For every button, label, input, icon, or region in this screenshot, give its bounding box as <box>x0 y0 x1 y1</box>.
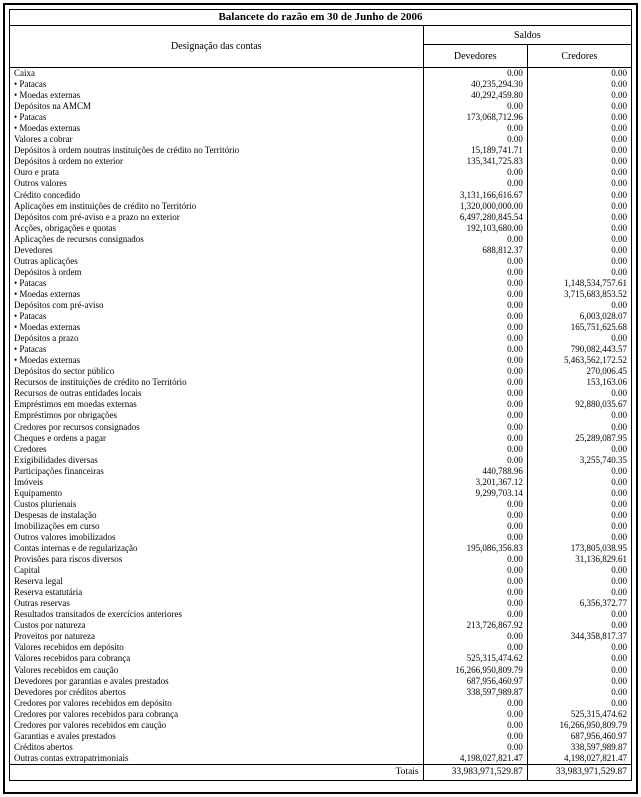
table-row <box>10 477 632 488</box>
table-row <box>10 521 632 532</box>
table-row <box>10 687 632 698</box>
devedores-value: 0.00 <box>423 410 527 421</box>
table-row <box>10 388 632 399</box>
table-row <box>10 178 632 189</box>
table-row <box>10 245 632 256</box>
table-row <box>10 289 632 300</box>
credores-value: 270,006.45 <box>527 366 631 377</box>
balance-table <box>9 25 632 781</box>
table-row <box>10 609 632 620</box>
account-name: Devedores por créditos abertos <box>10 687 424 698</box>
devedores-value: 0.00 <box>423 256 527 267</box>
devedores-value: 0.00 <box>423 532 527 543</box>
account-name: • Moedas externas <box>10 355 424 366</box>
credores-value: 0.00 <box>527 499 631 510</box>
devedores-value: 0.00 <box>423 267 527 278</box>
account-name: • Patacas <box>10 112 424 123</box>
account-name: Despesas de instalação <box>10 510 424 521</box>
table-row <box>10 344 632 355</box>
table-row <box>10 223 632 234</box>
account-name: Garantias e avales prestados <box>10 731 424 742</box>
credores-value: 0.00 <box>527 609 631 620</box>
table-row <box>10 366 632 377</box>
table-row <box>10 631 632 642</box>
account-name: Recursos de instituições de crédito no Território <box>10 377 424 388</box>
account-name: • Patacas <box>10 344 424 355</box>
credores-value: 0.00 <box>527 422 631 433</box>
devedores-value: 1,320,000,000.00 <box>423 201 527 212</box>
devedores-value: 16,266,950,809.79 <box>423 665 527 676</box>
table-row <box>10 355 632 366</box>
credores-value: 0.00 <box>527 466 631 477</box>
table-row <box>10 742 632 753</box>
account-name: Recursos de outras entidades locais <box>10 388 424 399</box>
account-name: Capital <box>10 565 424 576</box>
credores-value: 0.00 <box>527 488 631 499</box>
account-name: Depósitos à ordem noutras instituições de crédito no Território <box>10 145 424 156</box>
table-row <box>10 433 632 444</box>
table-row <box>10 753 632 765</box>
page-border <box>3 3 638 794</box>
devedores-value: 0.00 <box>423 178 527 189</box>
table-row <box>10 620 632 631</box>
account-name: • Moedas externas <box>10 322 424 333</box>
credores-value: 92,880,035.67 <box>527 399 631 410</box>
table-row <box>10 410 632 421</box>
account-name: • Patacas <box>10 311 424 322</box>
devedores-value: 192,103,680.00 <box>423 223 527 234</box>
credores-value: 0.00 <box>527 190 631 201</box>
account-name: Depósitos a prazo <box>10 333 424 344</box>
credores-value: 25,289,087.95 <box>527 433 631 444</box>
table-row <box>10 156 632 167</box>
devedores-value: 687,956,460.97 <box>423 676 527 687</box>
account-name: Aplicações em instituições de crédito no Território <box>10 201 424 212</box>
devedores-value: 0.00 <box>423 68 527 80</box>
table-row <box>10 444 632 455</box>
devedores-value: 0.00 <box>423 598 527 609</box>
table-row <box>10 333 632 344</box>
devedores-value: 0.00 <box>423 167 527 178</box>
account-name: Equipamento <box>10 488 424 499</box>
credores-value: 6,356,372.77 <box>527 598 631 609</box>
account-name: Provisões para riscos diversos <box>10 554 424 565</box>
devedores-value: 0.00 <box>423 422 527 433</box>
devedores-value: 525,315,474.62 <box>423 653 527 664</box>
devedores-value: 0.00 <box>423 355 527 366</box>
account-name: Depósitos com pré-aviso <box>10 300 424 311</box>
totals-devedores-value: 33,983,971,529.87 <box>423 764 527 780</box>
devedores-value: 195,086,356.83 <box>423 543 527 554</box>
credores-value: 0.00 <box>527 687 631 698</box>
credores-value: 0.00 <box>527 234 631 245</box>
devedores-value: 0.00 <box>423 499 527 510</box>
table-row <box>10 112 632 123</box>
account-name: Cheques e ordens a pagar <box>10 433 424 444</box>
devedores-value: 0.00 <box>423 289 527 300</box>
table-row <box>10 201 632 212</box>
table-row <box>10 499 632 510</box>
devedores-value: 0.00 <box>423 742 527 753</box>
devedores-value: 0.00 <box>423 631 527 642</box>
accounts-body <box>10 68 632 765</box>
credores-value: 525,315,474.62 <box>527 709 631 720</box>
account-name: Depósitos com pré-aviso e a prazo no exterior <box>10 212 424 223</box>
table-row <box>10 455 632 466</box>
page-title: Balancete do razão em 30 de Junho de 2006 <box>9 9 632 26</box>
account-name: Depósitos à ordem no exterior <box>10 156 424 167</box>
account-name: • Moedas externas <box>10 90 424 101</box>
credores-value: 173,805,038.95 <box>527 543 631 554</box>
account-name: • Patacas <box>10 79 424 90</box>
devedores-value: 0.00 <box>423 366 527 377</box>
devedores-value: 3,201,367.12 <box>423 477 527 488</box>
table-row <box>10 488 632 499</box>
table-row <box>10 79 632 90</box>
credores-value: 0.00 <box>527 587 631 598</box>
devedores-value: 9,299,703.14 <box>423 488 527 499</box>
column-header-designacao: Designação das contas <box>10 26 424 68</box>
devedores-value: 0.00 <box>423 399 527 410</box>
totals-label: Totais <box>10 764 424 780</box>
devedores-value: 688,812.37 <box>423 245 527 256</box>
credores-value: 3,255,740.35 <box>527 455 631 466</box>
account-name: Depósitos do sector público <box>10 366 424 377</box>
table-row <box>10 377 632 388</box>
account-name: Custos plurienais <box>10 499 424 510</box>
table-row <box>10 731 632 742</box>
credores-value: 0.00 <box>527 521 631 532</box>
table-row <box>10 543 632 554</box>
credores-value: 3,715,683,853.52 <box>527 289 631 300</box>
column-header-devedores: Devedores <box>423 45 527 68</box>
account-name: • Moedas externas <box>10 123 424 134</box>
credores-value: 338,597,989.87 <box>527 742 631 753</box>
account-name: Créditos abertos <box>10 742 424 753</box>
table-row <box>10 212 632 223</box>
account-name: Credores por valores recebidos para cobrança <box>10 709 424 720</box>
credores-value: 0.00 <box>527 178 631 189</box>
account-name: • Moedas externas <box>10 289 424 300</box>
table-row <box>10 234 632 245</box>
table-row <box>10 466 632 477</box>
devedores-value: 0.00 <box>423 698 527 709</box>
devedores-value: 440,788.96 <box>423 466 527 477</box>
credores-value: 0.00 <box>527 167 631 178</box>
totals-row <box>10 764 632 780</box>
account-name: Empréstimos em moedas externas <box>10 399 424 410</box>
table-row <box>10 190 632 201</box>
devedores-value: 0.00 <box>423 576 527 587</box>
credores-value: 0.00 <box>527 79 631 90</box>
account-name: Acções, obrigações e quotas <box>10 223 424 234</box>
table-row <box>10 167 632 178</box>
credores-value: 0.00 <box>527 576 631 587</box>
account-name: Credores por recursos consignados <box>10 422 424 433</box>
table-row <box>10 322 632 333</box>
account-name: Reserva legal <box>10 576 424 587</box>
credores-value: 0.00 <box>527 134 631 145</box>
table-row <box>10 278 632 289</box>
account-name: Exigibilidades diversas <box>10 455 424 466</box>
table-row <box>10 587 632 598</box>
table-row <box>10 698 632 709</box>
table-row <box>10 256 632 267</box>
table-row <box>10 90 632 101</box>
devedores-value: 0.00 <box>423 234 527 245</box>
devedores-value: 0.00 <box>423 101 527 112</box>
credores-value: 0.00 <box>527 565 631 576</box>
devedores-value: 0.00 <box>423 510 527 521</box>
credores-value: 31,136,829.61 <box>527 554 631 565</box>
account-name: Outras contas extrapatrimoniais <box>10 753 424 765</box>
credores-value: 344,358,817.37 <box>527 631 631 642</box>
account-name: Valores a cobrar <box>10 134 424 145</box>
credores-value: 165,751,625.68 <box>527 322 631 333</box>
devedores-value: 0.00 <box>423 300 527 311</box>
devedores-value: 0.00 <box>423 333 527 344</box>
credores-value: 0.00 <box>527 510 631 521</box>
account-name: Participações financeiras <box>10 466 424 477</box>
account-name: Proveitos por natureza <box>10 631 424 642</box>
account-name: Valores recebidos em depósito <box>10 642 424 653</box>
devedores-value: 15,189,741.71 <box>423 145 527 156</box>
credores-value: 0.00 <box>527 201 631 212</box>
account-name: Caixa <box>10 68 424 80</box>
table-row <box>10 123 632 134</box>
devedores-value: 0.00 <box>423 642 527 653</box>
devedores-value: 40,292,459.80 <box>423 90 527 101</box>
credores-value: 0.00 <box>527 267 631 278</box>
account-name: Depósitos à ordem <box>10 267 424 278</box>
account-name: Credores por valores recebidos em caução <box>10 720 424 731</box>
credores-value: 0.00 <box>527 388 631 399</box>
table-row <box>10 653 632 664</box>
credores-value: 790,082,443.57 <box>527 344 631 355</box>
table-row <box>10 576 632 587</box>
devedores-value: 3,131,166,616.67 <box>423 190 527 201</box>
credores-value: 0.00 <box>527 68 631 80</box>
devedores-value: 0.00 <box>423 709 527 720</box>
table-row <box>10 399 632 410</box>
devedores-value: 0.00 <box>423 322 527 333</box>
devedores-value: 0.00 <box>423 278 527 289</box>
credores-value: 0.00 <box>527 410 631 421</box>
account-name: Valores recebidos em caução <box>10 665 424 676</box>
table-header <box>10 26 632 68</box>
table-row <box>10 267 632 278</box>
table-row <box>10 510 632 521</box>
table-row <box>10 598 632 609</box>
credores-value: 0.00 <box>527 333 631 344</box>
credores-value: 0.00 <box>527 223 631 234</box>
account-name: Devedores <box>10 245 424 256</box>
credores-value: 0.00 <box>527 620 631 631</box>
table-row <box>10 68 632 80</box>
devedores-value: 0.00 <box>423 587 527 598</box>
credores-value: 1,148,534,757.61 <box>527 278 631 289</box>
credores-value: 0.00 <box>527 145 631 156</box>
devedores-value: 0.00 <box>423 554 527 565</box>
devedores-value: 0.00 <box>423 123 527 134</box>
table-row <box>10 101 632 112</box>
account-name: Reserva estatutária <box>10 587 424 598</box>
credores-value: 687,956,460.97 <box>527 731 631 742</box>
account-name: Aplicações de recursos consignados <box>10 234 424 245</box>
credores-value: 153,163.06 <box>527 377 631 388</box>
devedores-value: 0.00 <box>423 444 527 455</box>
credores-value: 0.00 <box>527 653 631 664</box>
credores-value: 0.00 <box>527 245 631 256</box>
devedores-value: 40,235,294.30 <box>423 79 527 90</box>
table-row <box>10 145 632 156</box>
devedores-value: 213,726,867.92 <box>423 620 527 631</box>
account-name: Credores <box>10 444 424 455</box>
credores-value: 0.00 <box>527 300 631 311</box>
credores-value: 0.00 <box>527 698 631 709</box>
credores-value: 0.00 <box>527 477 631 488</box>
devedores-value: 0.00 <box>423 609 527 620</box>
devedores-value: 0.00 <box>423 521 527 532</box>
devedores-value: 173,068,712.96 <box>423 112 527 123</box>
credores-value: 0.00 <box>527 212 631 223</box>
account-name: Custos por natureza <box>10 620 424 631</box>
credores-value: 0.00 <box>527 444 631 455</box>
account-name: Outras aplicações <box>10 256 424 267</box>
credores-value: 4,198,027,821.47 <box>527 753 631 765</box>
account-name: Outros valores <box>10 178 424 189</box>
devedores-value: 0.00 <box>423 377 527 388</box>
devedores-value: 0.00 <box>423 134 527 145</box>
table-row <box>10 709 632 720</box>
account-name: Outras reservas <box>10 598 424 609</box>
devedores-value: 6,497,280,845.54 <box>423 212 527 223</box>
devedores-value: 0.00 <box>423 344 527 355</box>
table-row <box>10 311 632 322</box>
table-row <box>10 422 632 433</box>
credores-value: 0.00 <box>527 156 631 167</box>
table-row <box>10 665 632 676</box>
account-name: Depósitos na AMCM <box>10 101 424 112</box>
credores-value: 0.00 <box>527 123 631 134</box>
table-row <box>10 720 632 731</box>
table-row <box>10 565 632 576</box>
devedores-value: 135,341,725.83 <box>423 156 527 167</box>
account-name: Resultados transitados de exercícios anteriores <box>10 609 424 620</box>
table-row <box>10 532 632 543</box>
credores-value: 5,463,562,172.52 <box>527 355 631 366</box>
devedores-value: 0.00 <box>423 731 527 742</box>
account-name: Credores por valores recebidos em depósito <box>10 698 424 709</box>
credores-value: 16,266,950,809.79 <box>527 720 631 731</box>
credores-value: 0.00 <box>527 256 631 267</box>
credores-value: 0.00 <box>527 101 631 112</box>
devedores-value: 0.00 <box>423 433 527 444</box>
account-name: Contas internas e de regularização <box>10 543 424 554</box>
credores-value: 0.00 <box>527 112 631 123</box>
devedores-value: 338,597,989.87 <box>423 687 527 698</box>
devedores-value: 0.00 <box>423 455 527 466</box>
devedores-value: 4,198,027,821.47 <box>423 753 527 765</box>
account-name: Crédito concedido <box>10 190 424 201</box>
account-name: Imóveis <box>10 477 424 488</box>
totals-credores-value: 33,983,971,529.87 <box>527 764 631 780</box>
account-name: Empréstimos por obrigações <box>10 410 424 421</box>
credores-value: 0.00 <box>527 665 631 676</box>
account-name: Devedores por garantias e avales prestados <box>10 676 424 687</box>
account-name: Imobilizações em curso <box>10 521 424 532</box>
table-row <box>10 554 632 565</box>
account-name: Ouro e prata <box>10 167 424 178</box>
table-row <box>10 642 632 653</box>
column-header-saldos: Saldos <box>423 26 631 45</box>
account-name: Outros valores imobilizados <box>10 532 424 543</box>
account-name: • Patacas <box>10 278 424 289</box>
credores-value: 0.00 <box>527 90 631 101</box>
table-row <box>10 676 632 687</box>
table-row <box>10 300 632 311</box>
devedores-value: 0.00 <box>423 565 527 576</box>
devedores-value: 0.00 <box>423 388 527 399</box>
table-row <box>10 134 632 145</box>
devedores-value: 0.00 <box>423 311 527 322</box>
credores-value: 0.00 <box>527 642 631 653</box>
credores-value: 0.00 <box>527 532 631 543</box>
credores-value: 6,003,028.07 <box>527 311 631 322</box>
devedores-value: 0.00 <box>423 720 527 731</box>
column-header-credores: Credores <box>527 45 631 68</box>
credores-value: 0.00 <box>527 676 631 687</box>
account-name: Valores recebidos para cobrança <box>10 653 424 664</box>
